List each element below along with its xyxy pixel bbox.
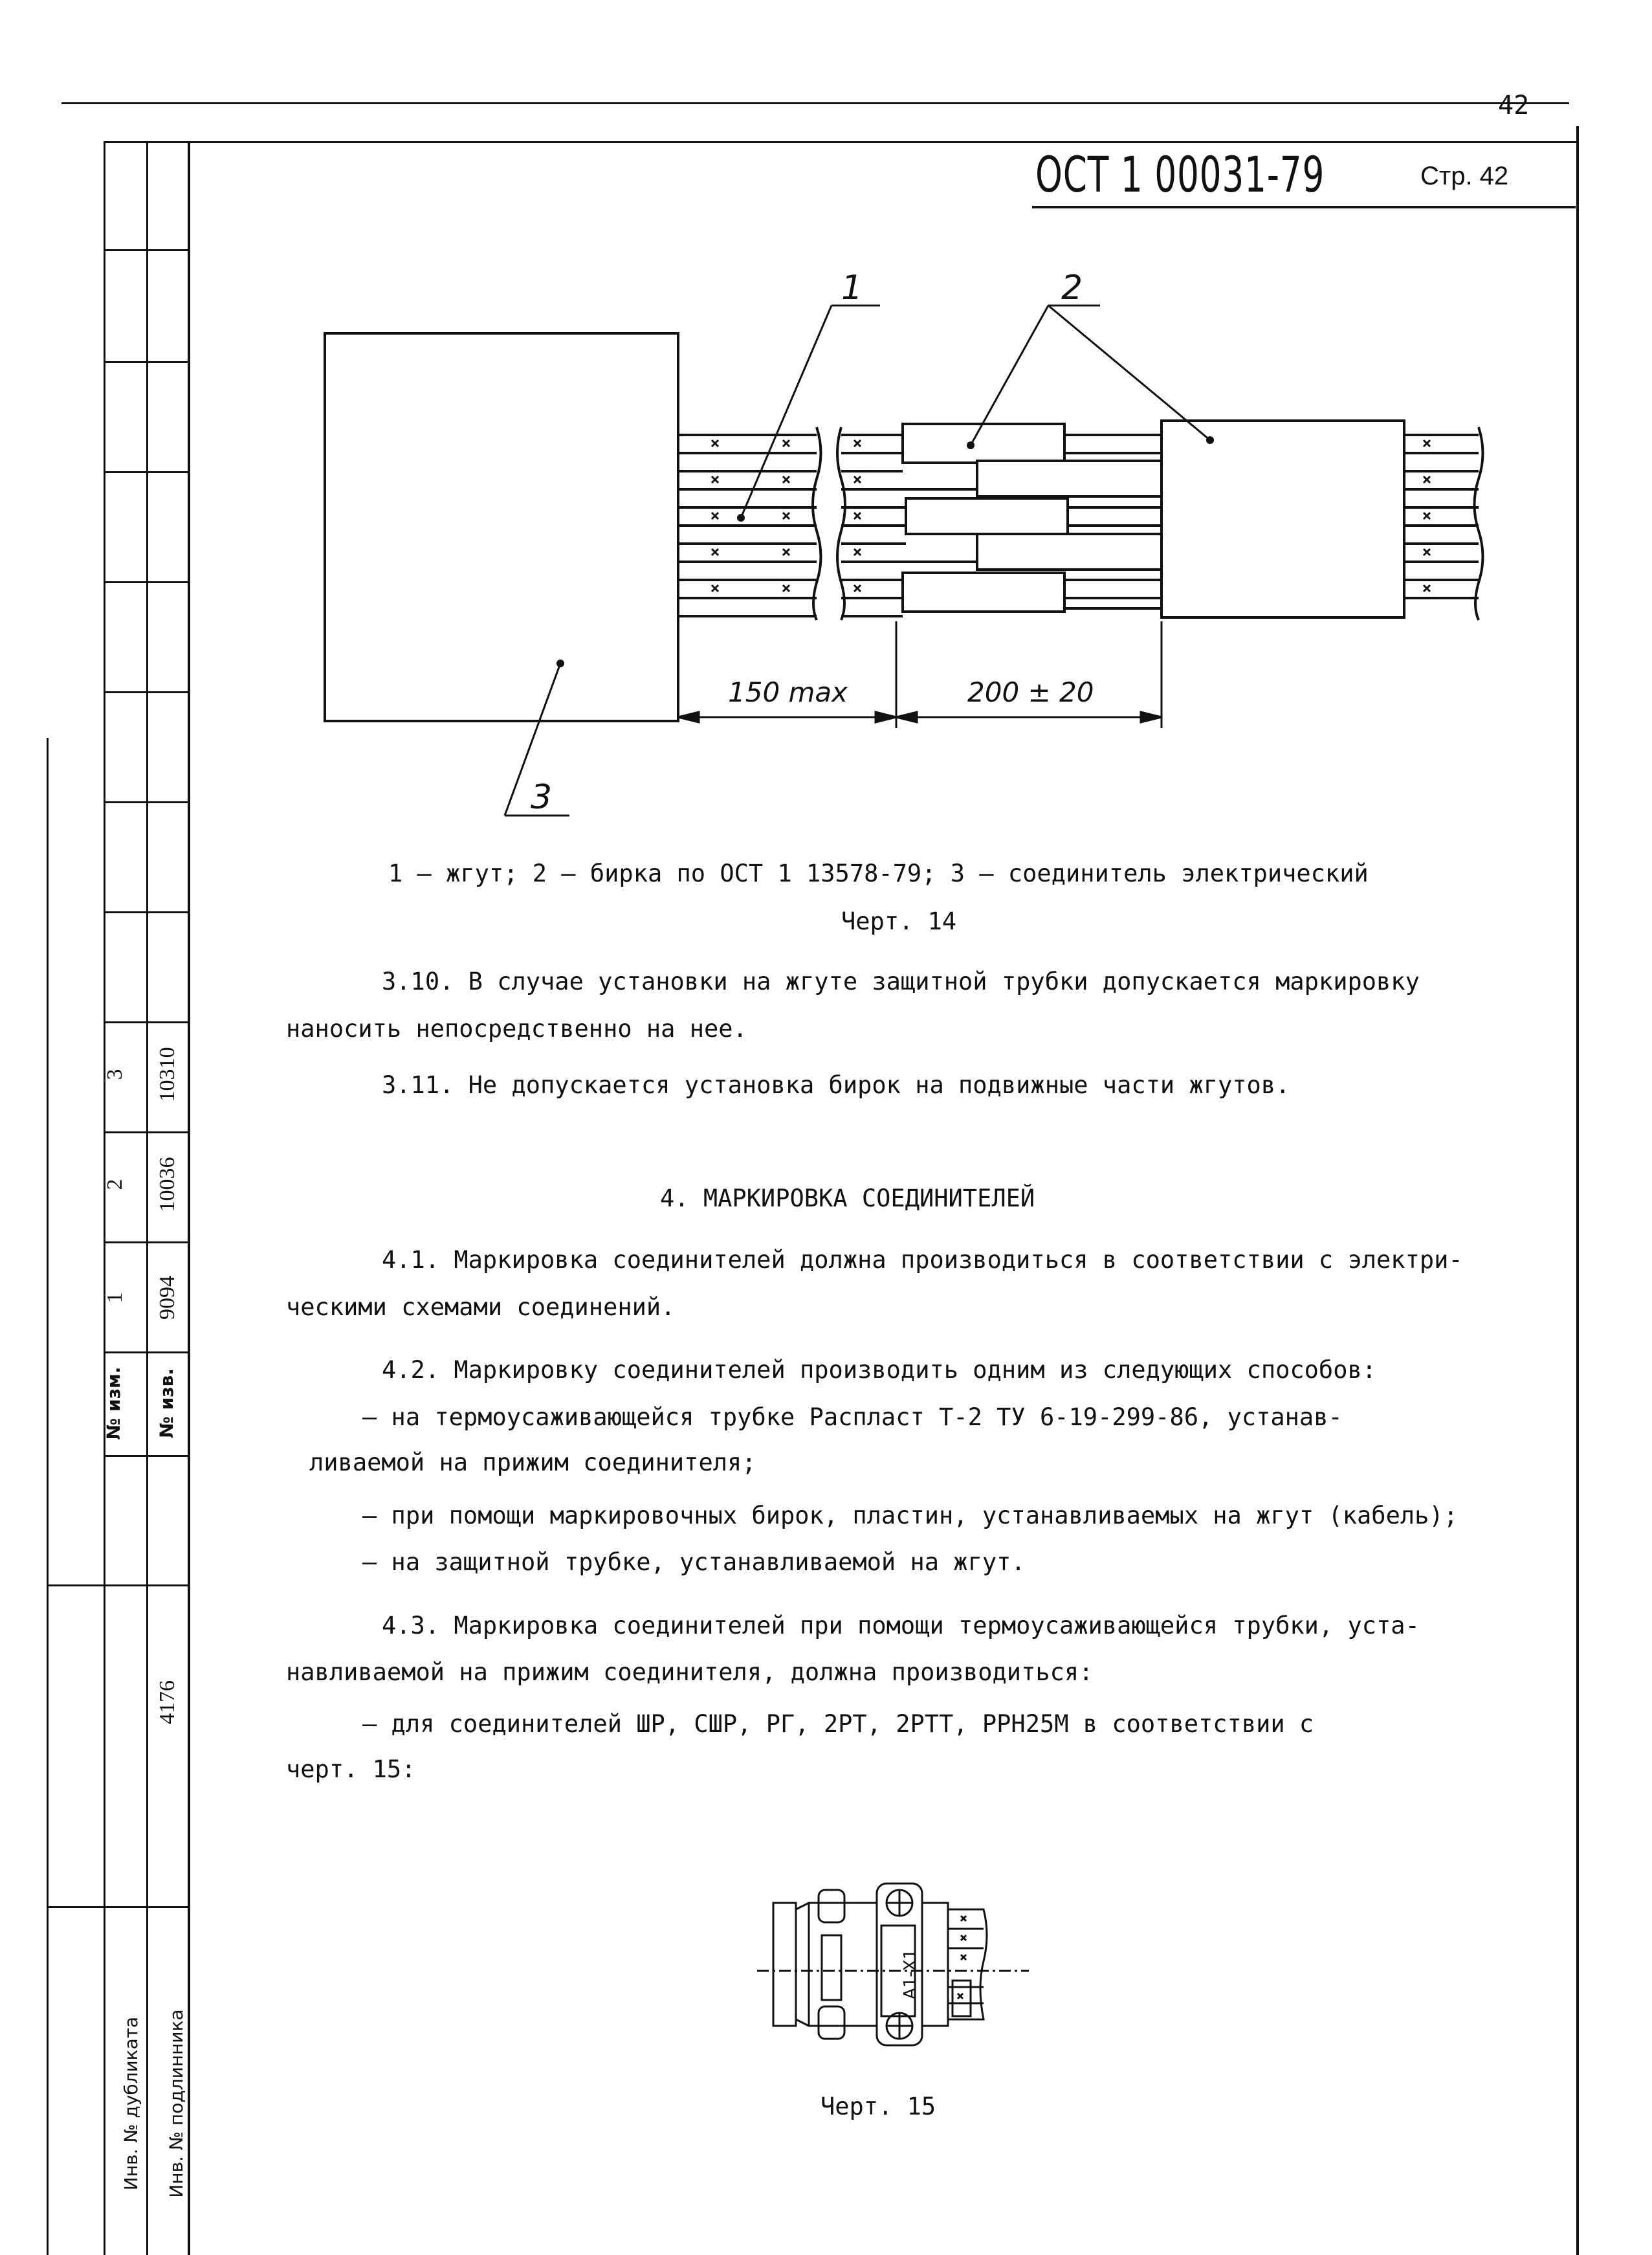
stamp-divider: [47, 1906, 189, 1908]
stamp-divider: [104, 1241, 189, 1243]
para-4-3-line4: черт. 15:: [286, 1755, 416, 1783]
stamp-divider: [104, 911, 189, 913]
stamp-change-header: № изм.: [103, 1366, 124, 1440]
para-4-3-line2: навливаемой на прижим соединителя, должна производиться:: [286, 1658, 1094, 1686]
para-4-2-line1: 4.2. Маркировку соединителей производить одним из следующих способов:: [382, 1356, 1377, 1384]
stamp-change-3: 3: [103, 1069, 127, 1080]
dimension-150-max: 150 max: [728, 676, 848, 708]
connector-block: [325, 333, 678, 721]
callout-1: 1: [841, 269, 863, 307]
stamp-doc-header: № изв.: [156, 1368, 177, 1438]
para-3-11: 3.11. Не допускается установка бирок на подвижные части жгутов.: [382, 1071, 1290, 1099]
stamp-divider: [104, 1455, 189, 1457]
figure-15-marking-label: А1-Х1: [901, 1948, 920, 2000]
figure-14-legend: 1 – жгут; 2 – бирка по ОСТ 1 13578-79; 3 – соединитель электрический: [388, 860, 1369, 887]
para-3-10-line2: наносить непосредственно на нее.: [286, 1015, 747, 1043]
stamp-doc-10036: 10036: [155, 1157, 179, 1212]
para-4-2-line4: – при помощи маркировочных бирок, пластин, устанавливаемых на жгут (кабель);: [362, 1502, 1458, 1529]
para-4-3-line1: 4.3. Маркировка соединителей при помощи термоусаживающейся трубки, уста-: [382, 1612, 1420, 1639]
para-4-1-line2: ческими схемами соединений.: [286, 1293, 676, 1321]
corner-page-number: 42: [1498, 91, 1530, 120]
stamp-change-2: 2: [103, 1179, 127, 1190]
end-block: [1162, 421, 1404, 617]
figure-14-drawing: [0, 0, 1652, 841]
stamp-divider: [47, 1584, 189, 1586]
figure-14-caption: Черт. 14: [841, 907, 957, 935]
callout-3: 3: [531, 778, 553, 817]
para-4-3-line3: – для соединителей ШР, СШР, РГ, 2РТ, 2РТТ, РРН25М в соответствии с: [362, 1710, 1314, 1738]
callout-2: 2: [1061, 269, 1083, 307]
figure-15-drawing: [744, 1864, 1042, 2071]
page-label: Стр. 42: [1420, 162, 1509, 190]
stamp-doc-10310: 10310: [155, 1047, 179, 1102]
stamp-divider: [104, 1351, 189, 1353]
para-4-2-line5: – на защитной трубке, устанавливаемой на жгут.: [362, 1548, 1026, 1576]
stamp-inv-orig-label: Инв. № подлинника: [166, 2009, 187, 2198]
figure-15-caption: Черт. 15: [820, 2093, 936, 2120]
stamp-inv-number: 4176: [155, 1680, 179, 1724]
stamp-inv-dup-label: Инв. № дубликата: [120, 2016, 142, 2191]
stamp-margin-line: [47, 738, 49, 2255]
section-4-title: 4. МАРКИРОВКА СОЕДИНИТЕЛЕЙ: [660, 1184, 1035, 1212]
para-4-2-line3: ливаемой на прижим соединителя;: [309, 1449, 756, 1476]
standard-designation: ОСТ 1 00031-79: [1035, 146, 1325, 203]
stamp-divider: [104, 1021, 189, 1023]
para-4-1-line1: 4.1. Маркировка соединителей должна производиться в соответствии с электри-: [382, 1246, 1463, 1274]
dimension-200: 200 ± 20: [967, 676, 1094, 708]
stamp-change-1: 1: [103, 1292, 127, 1304]
stamp-doc-9094: 9094: [155, 1276, 179, 1320]
stamp-divider: [104, 1131, 189, 1133]
para-3-10-line1: 3.10. В случае установки на жгуте защитной трубки допускается маркировку: [382, 968, 1420, 995]
para-4-2-line2: – на термоусаживающейся трубке Расплаcт Т-2 ТУ 6-19-299-86, устанав-: [362, 1403, 1343, 1431]
